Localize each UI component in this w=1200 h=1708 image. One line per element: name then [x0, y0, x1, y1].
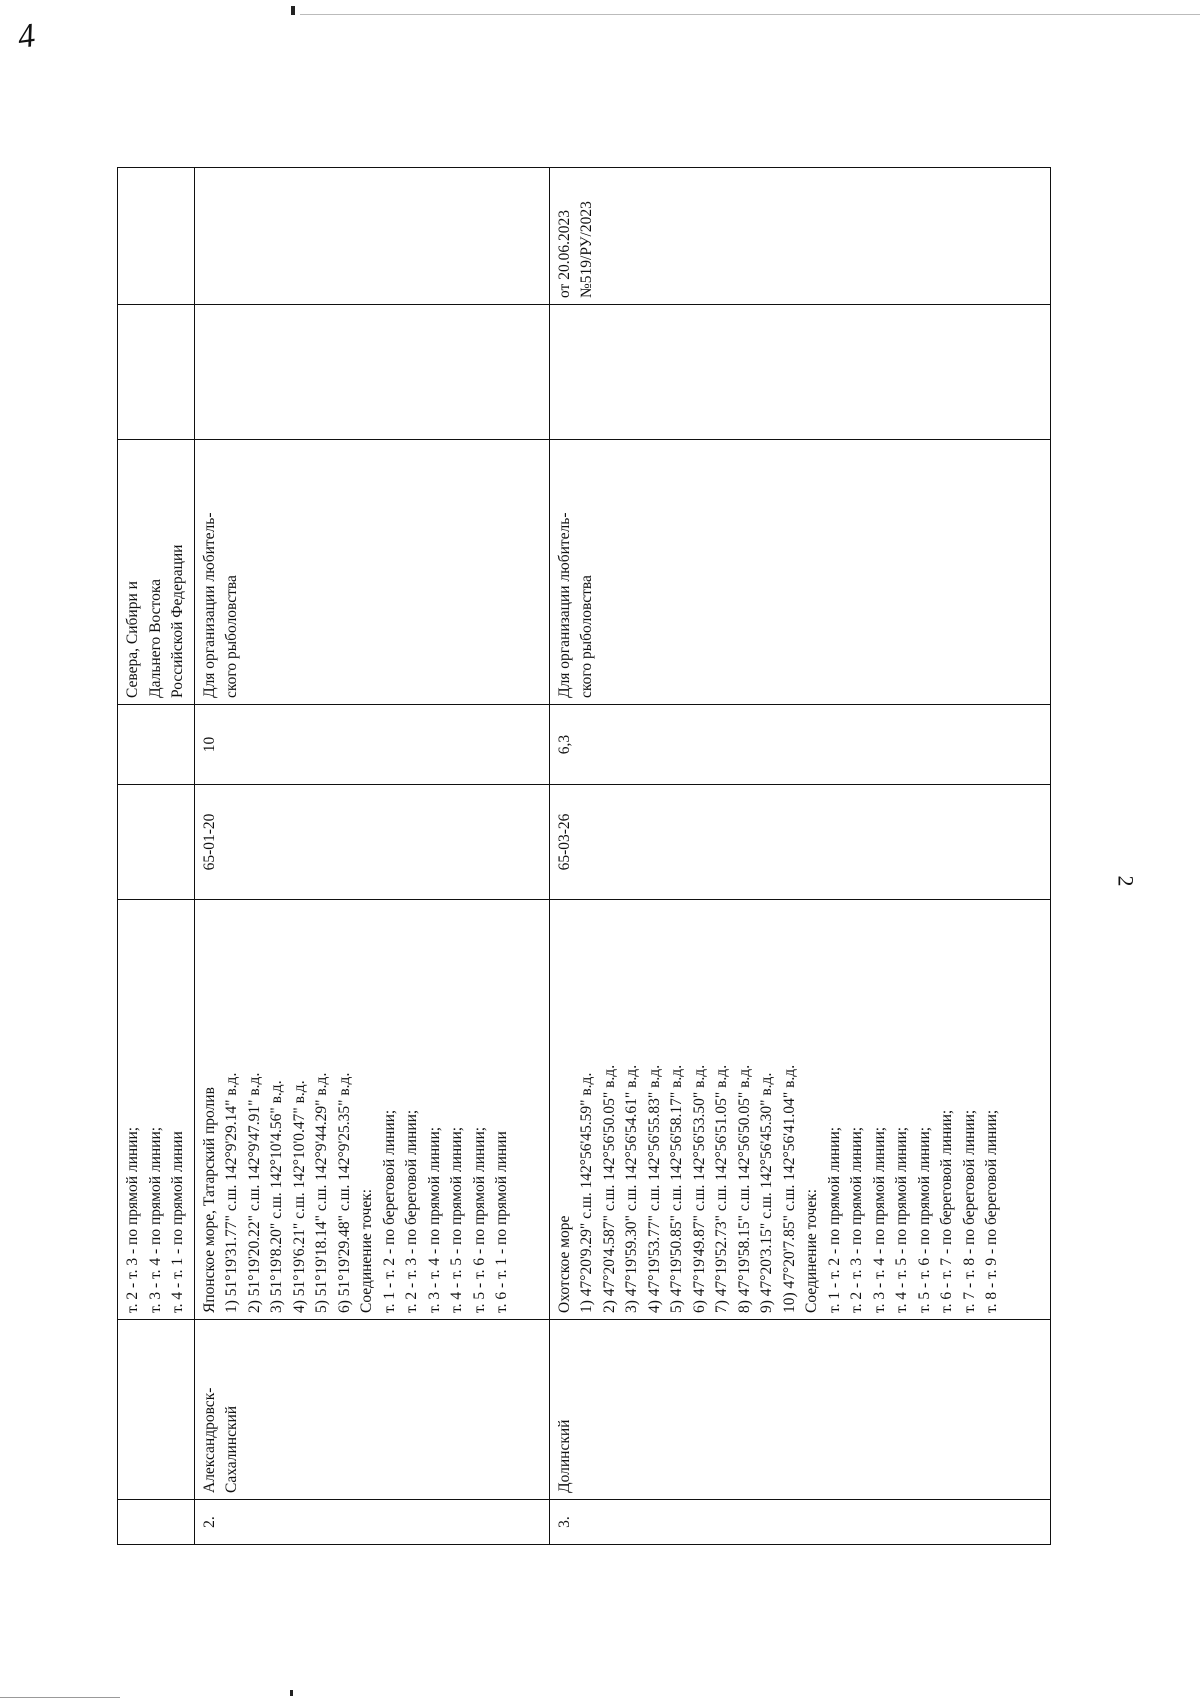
- connection-label: Соединение точек:: [358, 1188, 375, 1313]
- connection-line: т. 5 - т. 6 - по прямой линии;: [915, 1126, 933, 1313]
- connection-line: т. 8 - т. 9 - по береговой линии;: [983, 1109, 1000, 1313]
- coord-line: 3) 51°19'8.20" с.ш. 142°10'4.56" в.д.: [268, 1080, 285, 1313]
- coord-line: 5) 47°19'50.85" с.ш. 142°56'58.17" в.д.: [668, 1064, 685, 1313]
- scan-edge-line: [0, 1697, 120, 1698]
- site-code: 65-01-20: [194, 785, 549, 900]
- site-note: [194, 305, 549, 440]
- page-number: 2: [1113, 875, 1139, 887]
- cell-points: т. 2 - т. 3 - по прямой линии; т. 3 - т. 4 - по прямой линии; т. 4 - т. 1 - по прямой линии: [118, 900, 195, 1320]
- connection-line: т. 6 - т. 1 - по прямой линии: [493, 1131, 510, 1313]
- connection-line: т. 2 - т. 3 - по прямой линии;: [848, 1126, 865, 1313]
- coord-line: 6) 51°19'29.48" с.ш. 142°9'25.35" в.д.: [335, 1072, 353, 1313]
- cell-purpose: Севера, Сибири и Дальнего Востока Российской Федерации: [118, 440, 195, 705]
- connection-line: т. 4 - т. 5 - по прямой линии;: [448, 1126, 465, 1313]
- scan-edge-line: [300, 14, 1200, 15]
- coord-line: 9) 47°20'3.15" с.ш. 142°56'45.30" в.д.: [758, 1072, 775, 1313]
- coord-line: 1) 47°20'9.29" с.ш. 142°56'45.59" в.д.: [578, 1072, 595, 1313]
- coord-line: 8) 47°19'58.15" с.ш. 142°56'50.05" в.д.: [735, 1064, 753, 1313]
- connection-label: Соединение точек:: [803, 1188, 820, 1313]
- coord-line: 5) 51°19'18.14" с.ш. 142°9'44.29" в.д.: [313, 1072, 330, 1313]
- cell-code: [118, 785, 195, 900]
- site-purpose: Для организации любитель- ского рыболовства: [549, 440, 1050, 705]
- site-area: 6,3: [549, 705, 1050, 785]
- site-area: 10: [194, 705, 549, 785]
- rotated-table: [117, 168, 1043, 1545]
- coord-line: 4) 51°19'6.21" с.ш. 142°10'0.47" в.д.: [290, 1080, 308, 1313]
- site-document: от 20.06.2023 №519/РУ/2023: [549, 168, 1050, 305]
- coord-line: 1) 51°19'31.77" с.ш. 142°9'29.14" в.д.: [223, 1072, 240, 1313]
- connection-line: т. 7 - т. 8 - по береговой линии;: [960, 1109, 978, 1313]
- district-name: Александровск- Сахалинский: [194, 1320, 549, 1500]
- row-number: 3.: [549, 1500, 1050, 1545]
- cell-district: [118, 1320, 195, 1500]
- cell-num: [118, 1500, 195, 1545]
- fishing-sites-table: [117, 167, 1051, 1545]
- connection-line: т. 3 - т. 4 - по прямой линии;: [870, 1126, 888, 1313]
- site-document: [194, 168, 549, 305]
- coord-line: 3) 47°19'59.30" с.ш. 142°56'54.61" в.д.: [623, 1064, 640, 1313]
- district-name: Долинский: [549, 1320, 1050, 1500]
- coord-line: 2) 51°19'20.22" с.ш. 142°9'47.91" в.д.: [245, 1072, 263, 1313]
- site-code: 65-03-26: [549, 785, 1050, 900]
- table-row: [194, 168, 549, 1545]
- cell-doc: [118, 168, 195, 305]
- site-purpose: Для организации любитель- ского рыболовства: [194, 440, 549, 705]
- coordinates-cell: [549, 900, 1050, 1320]
- connection-line: т. 1 - т. 2 - по прямой линии;: [825, 1126, 843, 1313]
- scan-speck: [290, 1690, 293, 1696]
- table-row-top: [118, 168, 195, 1545]
- connection-line: т. 5 - т. 6 - по прямой линии;: [470, 1126, 488, 1313]
- row-number: 2.: [194, 1500, 549, 1545]
- sea-name: Японское море, Татарский пролив: [200, 1087, 218, 1313]
- connection-line: т. 3 - т. 4 - по прямой линии;: [425, 1126, 443, 1313]
- coord-line: 6) 47°19'49.87" с.ш. 142°56'53.50" в.д.: [690, 1064, 708, 1313]
- connection-line: т. 4 - т. 5 - по прямой линии;: [893, 1126, 910, 1313]
- handwritten-mark: 4: [15, 17, 38, 57]
- coord-line: 4) 47°19'53.77" с.ш. 142°56'55.83" в.д.: [645, 1064, 663, 1313]
- coordinates-cell: [194, 900, 549, 1320]
- cell-area: [118, 705, 195, 785]
- scan-speck: [291, 6, 295, 15]
- table-row: [549, 168, 1050, 1545]
- connection-line: т. 2 - т. 3 - по береговой линии;: [403, 1109, 420, 1313]
- coord-line: 7) 47°19'52.73" с.ш. 142°56'51.05" в.д.: [713, 1064, 730, 1313]
- sea-name: Охотское море: [555, 1215, 573, 1313]
- site-note: [549, 305, 1050, 440]
- cell-note: [118, 305, 195, 440]
- connection-line: т. 1 - т. 2 - по береговой линии;: [380, 1109, 398, 1313]
- coord-line: 10) 47°20'7.85" с.ш. 142°56'41.04" в.д.: [780, 1064, 798, 1313]
- coord-line: 2) 47°20'4.587" с.ш. 142°56'50.05" в.д.: [600, 1064, 618, 1313]
- connection-line: т. 6 - т. 7 - по береговой линии;: [938, 1109, 955, 1313]
